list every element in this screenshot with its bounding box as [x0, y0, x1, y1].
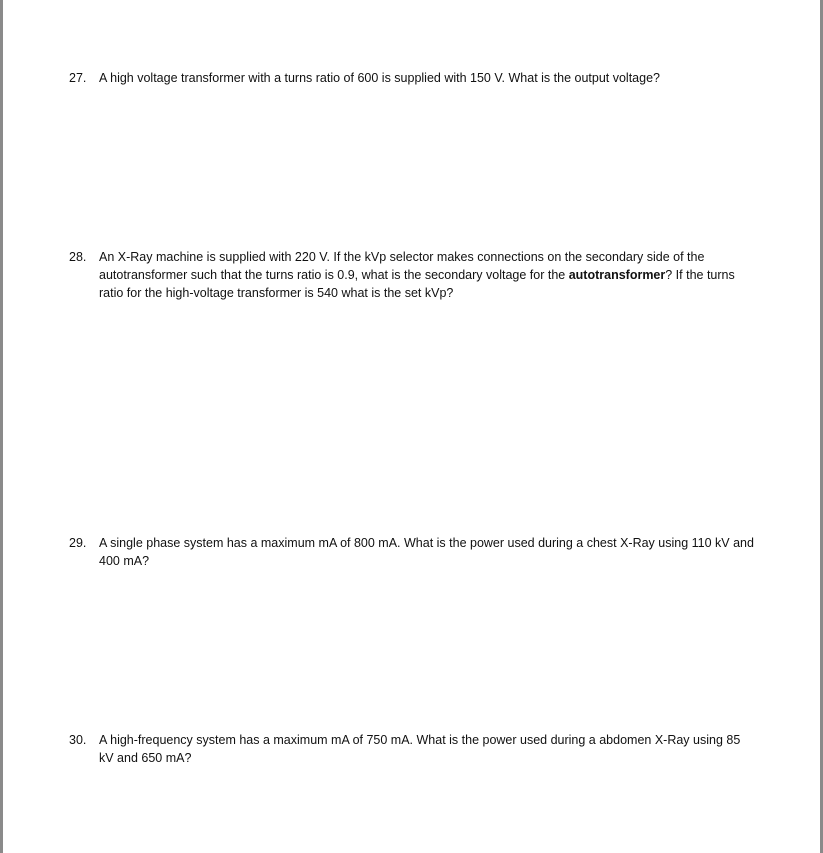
question-text-segment: A high voltage transformer with a turns ratio of 600 is supplied with 150 V. What is the output voltage? — [99, 71, 660, 85]
question-number: 27. — [69, 71, 87, 85]
question-text-segment: ? If the turns ratio for the high-voltage transformer is 540 what is the set kVp? — [99, 268, 735, 300]
question-text — [99, 534, 754, 570]
question-text-segment: A single phase system has a maximum mA of 800 mA. What is the power used during a chest X-Ray using 110 kV and 400 mA? — [99, 536, 754, 568]
question-text — [99, 69, 754, 87]
document-page — [3, 0, 820, 853]
emphasized-term: autotransformer — [568, 268, 666, 282]
question-number: 28. — [69, 250, 87, 264]
question-text — [99, 731, 754, 767]
question-text-segment: A high-frequency system has a maximum mA of 750 mA. What is the power used during a abdomen X-Ray using 85 kV and 650 mA? — [99, 733, 741, 765]
question-text-segment: An X-Ray machine is supplied with 220 V. If the kVp selector makes connections on the secondary side of the autotransformer such that the turns ratio is 0.9, what is the secondary voltage for the — [99, 250, 705, 282]
question-text — [99, 248, 754, 302]
question-number: 30. — [69, 733, 87, 747]
question-number: 29. — [69, 536, 87, 550]
